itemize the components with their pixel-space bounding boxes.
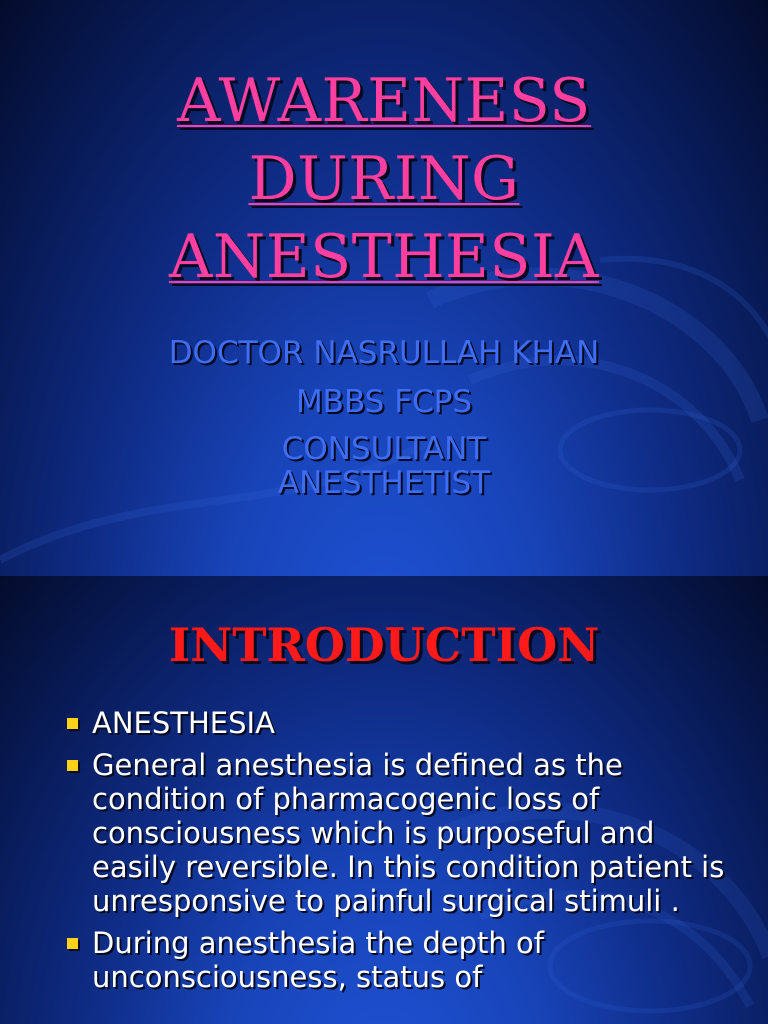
square-bullet-icon	[67, 760, 78, 771]
bullet-text: During anesthesia the depth of unconsciousness, status of	[92, 926, 544, 994]
bullet-text: ANESTHESIA	[92, 706, 275, 740]
slide-title	[0, 62, 768, 296]
author-title-line-2: ANESTHETIST	[277, 465, 491, 501]
slide-subtitle	[0, 334, 768, 500]
author-title-line-1: CONSULTANT	[281, 431, 487, 467]
title-line-3: ANESTHESIA	[168, 222, 599, 292]
section-heading: INTRODUCTION	[168, 618, 600, 672]
author-name: DOCTOR NASRULLAH KHAN	[168, 335, 600, 371]
square-bullet-icon	[67, 938, 78, 949]
list-item	[0, 706, 768, 740]
list-item	[0, 748, 768, 918]
bullet-list	[0, 706, 768, 1002]
square-bullet-icon	[67, 718, 78, 729]
title-line-1: AWARENESS	[177, 66, 591, 136]
author-degrees: MBBS FCPS	[295, 384, 473, 420]
bullet-text: General anesthesia is defined as the condition of pharmacogenic loss of consciousness which is purposeful and easily reversible. In this condition patient is unresponsive to painful surgical stimuli .	[92, 748, 725, 918]
title-line-2: DURING	[248, 144, 520, 214]
list-item	[0, 926, 768, 994]
